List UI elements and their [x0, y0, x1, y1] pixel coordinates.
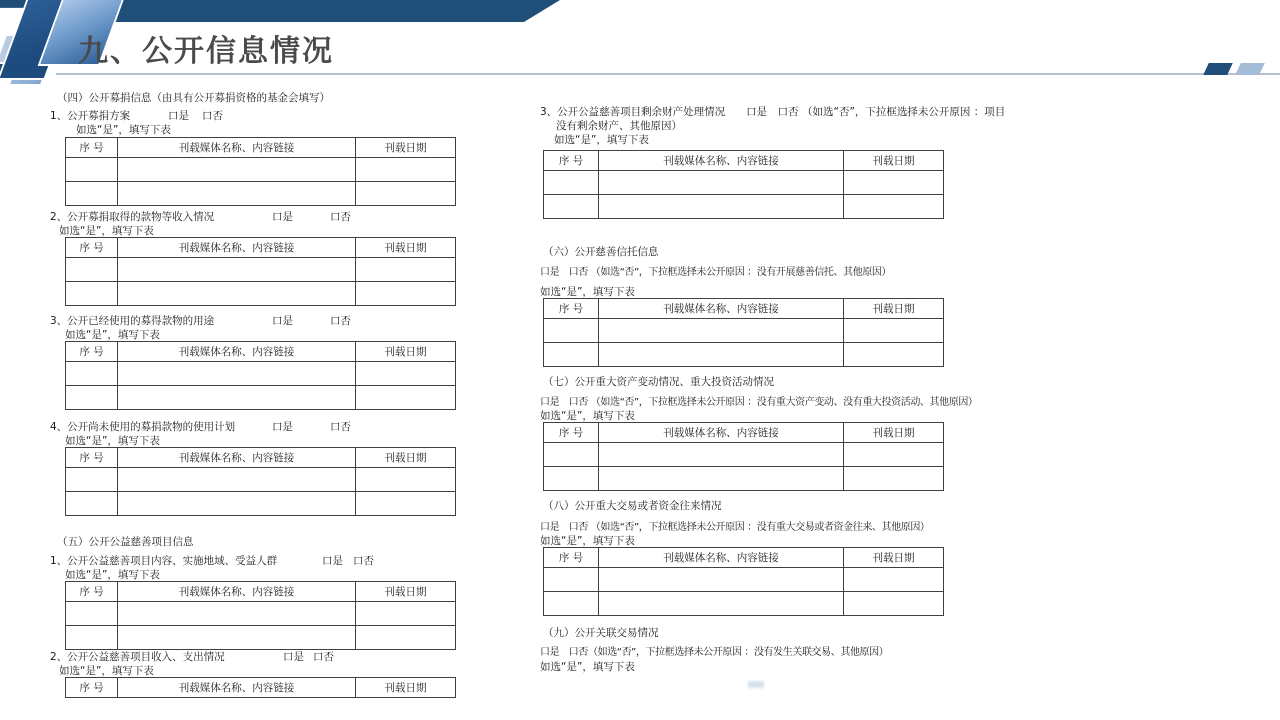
empty-cell	[544, 195, 599, 219]
footer-watermark	[748, 681, 764, 688]
empty-cell	[356, 182, 456, 206]
fill-hint: 如选“是”，填写下表	[540, 661, 635, 673]
empty-cell	[356, 626, 456, 650]
fill-hint: 如选“是”，填写下表	[76, 124, 171, 136]
yes-checkbox: 口是	[168, 110, 189, 122]
empty-cell	[356, 492, 456, 516]
empty-cell	[118, 282, 356, 306]
publication-table	[65, 237, 456, 306]
empty-cell	[544, 568, 599, 592]
empty-cell	[544, 343, 599, 367]
media-col-header: 刊载媒体名称、内容链接	[118, 138, 356, 158]
publication-table	[65, 581, 456, 650]
media-col-header: 刊载媒体名称、内容链接	[118, 448, 356, 468]
empty-cell	[356, 468, 456, 492]
date-col-header: 刊载日期	[356, 138, 456, 158]
empty-cell	[118, 626, 356, 650]
media-col-header: 刊载媒体名称、内容链接	[599, 151, 844, 171]
empty-cell	[356, 386, 456, 410]
empty-cell	[118, 182, 356, 206]
empty-cell	[544, 319, 599, 343]
question-line	[50, 421, 351, 434]
empty-cell	[599, 443, 844, 467]
empty-cell	[844, 467, 944, 491]
empty-cell	[66, 182, 118, 206]
empty-cell	[66, 362, 118, 386]
fill-hint: 如选“是”，填写下表	[59, 225, 154, 237]
empty-cell	[118, 158, 356, 182]
media-col-header: 刊载媒体名称、内容链接	[118, 342, 356, 362]
empty-cell	[844, 592, 944, 616]
empty-cell	[844, 171, 944, 195]
date-col-header: 刊载日期	[844, 299, 944, 319]
question-label: 2、公开募捐取得的款物等收入情况	[50, 211, 215, 223]
fill-hint: 如选“是”，填写下表	[554, 134, 649, 146]
serial-col-header: 序 号	[66, 238, 118, 258]
publication-table	[543, 547, 944, 616]
empty-cell	[66, 492, 118, 516]
date-col-header: 刊载日期	[356, 582, 456, 602]
publication-table	[543, 422, 944, 491]
serial-col-header: 序 号	[544, 548, 599, 568]
empty-cell	[118, 362, 356, 386]
publication-table	[65, 341, 456, 410]
section8-heading: （八）公开重大交易或者资金往来情况	[543, 500, 722, 512]
section6-heading: （六）公开慈善信托信息	[543, 246, 659, 258]
media-col-header: 刊载媒体名称、内容链接	[118, 678, 356, 698]
serial-col-header: 序 号	[544, 423, 599, 443]
empty-cell	[544, 171, 599, 195]
fill-hint: 如选“是”，填写下表	[540, 410, 635, 422]
date-col-header: 刊载日期	[844, 423, 944, 443]
empty-cell	[66, 282, 118, 306]
empty-cell	[118, 468, 356, 492]
empty-cell	[356, 282, 456, 306]
yes-checkbox: 口是	[272, 211, 293, 223]
no-checkbox: 口否	[330, 421, 351, 433]
yes-no-options: 口是 口否 （如选“否”，下拉框选择未公开原因 ：没有重大交易或者资金往来、其他原因）	[540, 522, 930, 533]
publication-table	[543, 298, 944, 367]
empty-cell	[844, 343, 944, 367]
no-checkbox: 口否	[330, 315, 351, 327]
media-col-header: 刊载媒体名称、内容链接	[599, 299, 844, 319]
empty-cell	[844, 319, 944, 343]
yes-no-options: 口是 口否（如选“否”，下拉框选择未公开原因 ：没有发生关联交易、其他原因）	[540, 647, 889, 658]
serial-col-header: 序 号	[66, 448, 118, 468]
empty-cell	[544, 467, 599, 491]
empty-cell	[118, 602, 356, 626]
no-checkbox: 口否	[353, 555, 374, 567]
left-column	[50, 0, 474, 720]
empty-cell	[356, 602, 456, 626]
no-checkbox: 口否	[313, 651, 334, 663]
empty-cell	[356, 258, 456, 282]
media-col-header: 刊载媒体名称、内容链接	[599, 423, 844, 443]
media-col-header: 刊载媒体名称、内容链接	[118, 238, 356, 258]
date-col-header: 刊载日期	[844, 151, 944, 171]
empty-cell	[599, 592, 844, 616]
question-label: 4、公开尚未使用的募捐款物的使用计划	[50, 421, 236, 433]
fill-hint: 如选“是”，填写下表	[65, 569, 160, 581]
empty-cell	[118, 258, 356, 282]
publication-table	[65, 447, 456, 516]
no-checkbox: 口否	[330, 211, 351, 223]
question-line	[50, 211, 351, 224]
publication-table	[543, 150, 944, 219]
empty-cell	[844, 195, 944, 219]
question-line	[50, 110, 223, 123]
serial-col-header: 序 号	[66, 582, 118, 602]
empty-cell	[599, 467, 844, 491]
empty-cell	[66, 158, 118, 182]
fill-hint: 如选“是”，填写下表	[540, 286, 635, 298]
page-title: 九、公开信息情况	[78, 34, 334, 69]
yes-checkbox: 口是	[272, 315, 293, 327]
fill-hint: 如选“是”，填写下表	[65, 435, 160, 447]
fill-hint: 如选“是”，填写下表	[65, 329, 160, 341]
question-line: 3、公开公益慈善项目剩余财产处理情况 口是 口否 （如选“否”，下拉框选择未公开原因 ：项目	[540, 106, 1006, 118]
section7-heading: （七）公开重大资产变动情况、重大投资活动情况	[543, 376, 774, 388]
question-line-continued: 没有剩余财产、其他原因）	[556, 120, 682, 132]
section4-heading: （四）公开募捐信息（由具有公开募捐资格的基金会填写）	[57, 92, 330, 104]
empty-cell	[599, 319, 844, 343]
empty-cell	[66, 258, 118, 282]
empty-cell	[66, 626, 118, 650]
serial-col-header: 序 号	[66, 138, 118, 158]
yes-no-options: 口是 口否 （如选“否”，下拉框选择未公开原因 ：没有开展慈善信托、其他原因）	[540, 267, 892, 278]
question-line	[50, 651, 334, 664]
section5-heading: （五）公开公益慈善项目信息	[57, 536, 194, 548]
no-checkbox: 口否	[202, 110, 223, 122]
date-col-header: 刊载日期	[356, 238, 456, 258]
empty-cell	[544, 443, 599, 467]
empty-cell	[118, 386, 356, 410]
fill-hint: 如选“是”，填写下表	[59, 665, 154, 677]
yes-checkbox: 口是	[283, 651, 304, 663]
empty-cell	[66, 386, 118, 410]
section9-heading: （九）公开关联交易情况	[543, 627, 659, 639]
media-col-header: 刊载媒体名称、内容链接	[599, 548, 844, 568]
date-col-header: 刊载日期	[356, 678, 456, 698]
right-column	[538, 0, 1006, 720]
date-col-header: 刊载日期	[356, 342, 456, 362]
empty-cell	[118, 492, 356, 516]
yes-checkbox: 口是	[272, 421, 293, 433]
publication-table	[65, 677, 456, 698]
question-line	[50, 555, 374, 568]
date-col-header: 刊载日期	[844, 548, 944, 568]
question-line	[50, 315, 351, 328]
serial-col-header: 序 号	[544, 299, 599, 319]
media-col-header: 刊载媒体名称、内容链接	[118, 582, 356, 602]
serial-col-header: 序 号	[66, 342, 118, 362]
empty-cell	[599, 171, 844, 195]
serial-col-header: 序 号	[544, 151, 599, 171]
question-label: 3、公开已经使用的募得款物的用途	[50, 315, 215, 327]
yes-no-options: 口是 口否 （如选“否”，下拉框选择未公开原因 ：没有重大资产变动、没有重大投资活动、其他原因）	[540, 397, 978, 408]
empty-cell	[66, 602, 118, 626]
question-label: 2、公开公益慈善项目收入、支出情况	[50, 651, 225, 663]
empty-cell	[844, 443, 944, 467]
empty-cell	[844, 568, 944, 592]
serial-col-header: 序 号	[66, 678, 118, 698]
empty-cell	[544, 592, 599, 616]
yes-checkbox: 口是	[322, 555, 343, 567]
publication-table	[65, 137, 456, 206]
question-label: 1、公开公益慈善项目内容、实施地域、受益人群	[50, 555, 278, 567]
date-col-header: 刊载日期	[356, 448, 456, 468]
empty-cell	[599, 343, 844, 367]
empty-cell	[599, 568, 844, 592]
empty-cell	[66, 468, 118, 492]
empty-cell	[356, 158, 456, 182]
empty-cell	[356, 362, 456, 386]
fill-hint: 如选“是”，填写下表	[540, 535, 635, 547]
empty-cell	[599, 195, 844, 219]
question-label: 1、公开募捐方案	[50, 110, 131, 122]
